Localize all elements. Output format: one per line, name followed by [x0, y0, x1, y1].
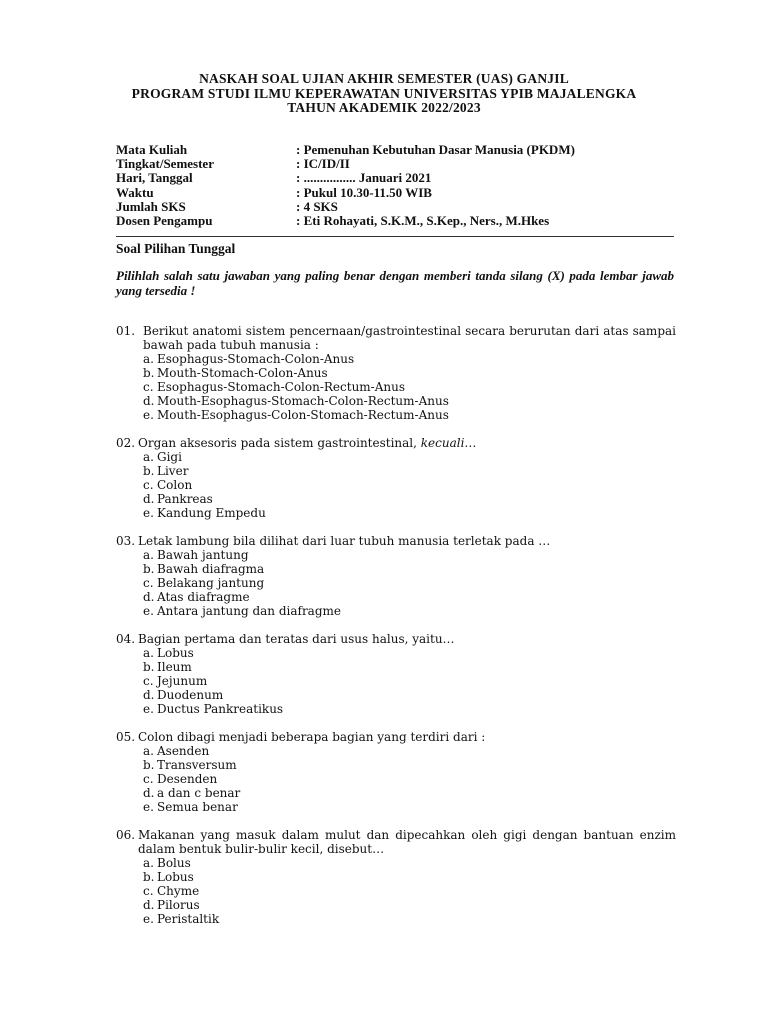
option-letter: e. — [143, 702, 154, 716]
option-text: Bolus — [157, 856, 191, 870]
option-text: Esophagus-Stomach-Colon-Anus — [157, 352, 355, 366]
question-item — [116, 828, 676, 926]
option-text: a dan c benar — [157, 786, 241, 800]
option-list — [116, 744, 676, 814]
option-list — [116, 548, 676, 618]
option-text: Ductus Pankreatikus — [157, 702, 284, 716]
exam-meta — [116, 143, 676, 228]
option-text: Desenden — [157, 772, 218, 786]
option-letter: d. — [143, 688, 155, 702]
option-letter: b. — [143, 366, 155, 380]
question-text — [138, 436, 676, 450]
question-list — [116, 324, 676, 940]
option-text: Colon — [157, 478, 193, 492]
option-letter: d. — [143, 394, 155, 408]
exam-header — [0, 72, 768, 116]
option-letter: a. — [143, 744, 154, 758]
option-text: Chyme — [157, 884, 200, 898]
option-letter: b. — [143, 870, 155, 884]
option-item — [143, 674, 676, 688]
question-text: Berikut anatomi sistem pencernaan/gastrointestinal secara berurutan dari atas sampai bawah pada tubuh manusia : — [143, 324, 676, 352]
option-text: Jejunum — [157, 674, 208, 688]
option-text: Ileum — [157, 660, 192, 674]
option-letter: e. — [143, 604, 154, 618]
option-text: Mouth-Esophagus-Stomach-Colon-Rectum-Anus — [157, 394, 449, 408]
option-text: Peristaltik — [157, 912, 220, 926]
option-text: Liver — [157, 464, 189, 478]
header-line-3: TAHUN AKADEMIK 2022/2023 — [287, 100, 481, 115]
option-item — [143, 898, 676, 912]
option-letter: d. — [143, 786, 155, 800]
option-item — [143, 786, 676, 800]
option-item — [143, 870, 676, 884]
option-item — [143, 688, 676, 702]
option-letter: c. — [143, 380, 154, 394]
meta-row — [116, 214, 676, 228]
question-stem — [116, 632, 676, 646]
meta-value: : Pemenuhan Kebutuhan Dasar Manusia (PKDM) — [296, 142, 575, 157]
meta-row — [116, 143, 676, 157]
option-letter: e. — [143, 408, 154, 422]
meta-label: Jumlah SKS — [116, 198, 186, 214]
question-text-ellipsis: … — [464, 436, 477, 450]
question-item — [116, 730, 676, 814]
option-item — [143, 744, 676, 758]
question-stem — [116, 436, 676, 450]
meta-row — [116, 200, 676, 214]
question-text-emphasis: kecuali — [420, 436, 465, 450]
question-item — [116, 324, 676, 422]
question-stem — [116, 534, 676, 548]
option-item — [143, 884, 676, 898]
option-text: Transversum — [157, 758, 237, 772]
option-item — [143, 576, 676, 590]
option-item — [143, 604, 676, 618]
meta-value: : 4 SKS — [296, 198, 338, 214]
option-letter: a. — [143, 856, 154, 870]
option-item — [143, 912, 676, 926]
option-letter: d. — [143, 898, 155, 912]
option-text: Bawah diafragma — [157, 562, 265, 576]
question-number: 01. — [116, 324, 136, 338]
question-stem — [116, 828, 676, 856]
option-text: Antara jantung dan diafragme — [157, 604, 342, 618]
option-text: Duodenum — [157, 688, 224, 702]
option-item — [143, 506, 676, 520]
option-text: Gigi — [157, 450, 182, 464]
option-item — [143, 464, 676, 478]
option-item — [143, 380, 676, 394]
option-letter: b. — [143, 758, 155, 772]
option-item — [143, 478, 676, 492]
meta-label: Dosen Pengampu — [116, 213, 213, 229]
option-text: Belakang jantung — [157, 576, 265, 590]
option-item — [143, 548, 676, 562]
option-letter: b. — [143, 660, 155, 674]
question-number: 06. — [116, 828, 136, 842]
question-number: 03. — [116, 534, 136, 548]
header-divider — [116, 236, 674, 237]
option-text: Kandung Empedu — [157, 506, 266, 520]
option-item — [143, 772, 676, 786]
question-stem — [116, 324, 676, 352]
section-title: Soal Pilihan Tunggal — [116, 241, 236, 256]
meta-value: : Eti Rohayati, S.K.M., S.Kep., Ners., M.Hkes — [296, 213, 550, 229]
option-item — [143, 646, 676, 660]
question-text: Letak lambung bila dilihat dari luar tubuh manusia terletak pada … — [138, 534, 551, 548]
option-letter: b. — [143, 464, 155, 478]
option-item — [143, 492, 676, 506]
option-text: Semua benar — [157, 800, 238, 814]
option-letter: b. — [143, 562, 155, 576]
question-item — [116, 632, 676, 716]
option-list — [116, 450, 676, 520]
option-list — [116, 856, 676, 926]
option-text: Pankreas — [157, 492, 213, 506]
option-item — [143, 408, 676, 422]
meta-value: : ................ Januari 2021 — [296, 170, 432, 186]
option-letter: c. — [143, 674, 154, 688]
meta-label: Hari, Tanggal — [116, 170, 193, 186]
option-text: Bawah jantung — [157, 548, 249, 562]
option-item — [143, 702, 676, 716]
option-item — [143, 450, 676, 464]
meta-row — [116, 171, 676, 185]
option-item — [143, 590, 676, 604]
option-letter: d. — [143, 492, 155, 506]
option-text: Asenden — [157, 744, 210, 758]
option-item — [143, 660, 676, 674]
question-number: 04. — [116, 632, 136, 646]
question-number: 02. — [116, 436, 136, 450]
question-item — [116, 534, 676, 618]
question-text: Bagian pertama dan teratas dari usus halus, yaitu… — [138, 632, 455, 646]
option-text: Mouth-Stomach-Colon-Anus — [157, 366, 328, 380]
question-number: 05. — [116, 730, 136, 744]
option-text: Pilorus — [157, 898, 200, 912]
option-letter: e. — [143, 912, 154, 926]
option-text: Mouth-Esophagus-Colon-Stomach-Rectum-Anus — [157, 408, 449, 422]
question-text: Colon dibagi menjadi beberapa bagian yang terdiri dari : — [138, 730, 486, 744]
question-item — [116, 436, 676, 520]
option-letter: c. — [143, 576, 154, 590]
option-item — [143, 800, 676, 814]
option-text: Esophagus-Stomach-Colon-Rectum-Anus — [157, 380, 406, 394]
option-text: Lobus — [157, 646, 194, 660]
option-letter: c. — [143, 884, 154, 898]
question-stem — [116, 730, 676, 744]
header-line-1: NASKAH SOAL UJIAN AKHIR SEMESTER (UAS) GANJIL — [199, 71, 569, 86]
option-text: Atas diafragme — [157, 590, 250, 604]
option-item — [143, 394, 676, 408]
meta-value: : IC/ID/II — [296, 156, 350, 172]
meta-label: Tingkat/Semester — [116, 156, 214, 172]
meta-label: Mata Kuliah — [116, 142, 188, 157]
option-letter: c. — [143, 772, 154, 786]
meta-label: Waktu — [116, 184, 154, 200]
option-letter: e. — [143, 506, 154, 520]
header-line-2: PROGRAM STUDI ILMU KEPERAWATAN UNIVERSITAS YPIB MAJALENGKA — [131, 85, 637, 101]
instruction-text: Pilihlah salah satu jawaban yang paling benar dengan memberi tanda silang (X) pada lembar jawab yang tersedia ! — [116, 268, 674, 298]
option-letter: e. — [143, 800, 154, 814]
option-letter: a. — [143, 646, 154, 660]
question-text: Makanan yang masuk dalam mulut dan dipecahkan oleh gigi dengan bantuan enzim dalam bentuk bulir-bulir kecil, disebut… — [138, 828, 676, 856]
question-text-main: Organ aksesoris pada sistem gastrointestinal, — [138, 436, 421, 450]
option-item — [143, 856, 676, 870]
option-list — [116, 646, 676, 716]
option-letter: c. — [143, 478, 154, 492]
option-list — [116, 352, 676, 422]
option-text: Lobus — [157, 870, 194, 884]
option-letter: a. — [143, 352, 154, 366]
option-item — [143, 352, 676, 366]
option-item — [143, 366, 676, 380]
option-item — [143, 562, 676, 576]
meta-value: : Pukul 10.30-11.50 WIB — [296, 184, 432, 200]
option-letter: d. — [143, 590, 155, 604]
option-item — [143, 758, 676, 772]
option-letter: a. — [143, 548, 154, 562]
option-letter: a. — [143, 450, 154, 464]
meta-row — [116, 157, 676, 171]
meta-row — [116, 186, 676, 200]
